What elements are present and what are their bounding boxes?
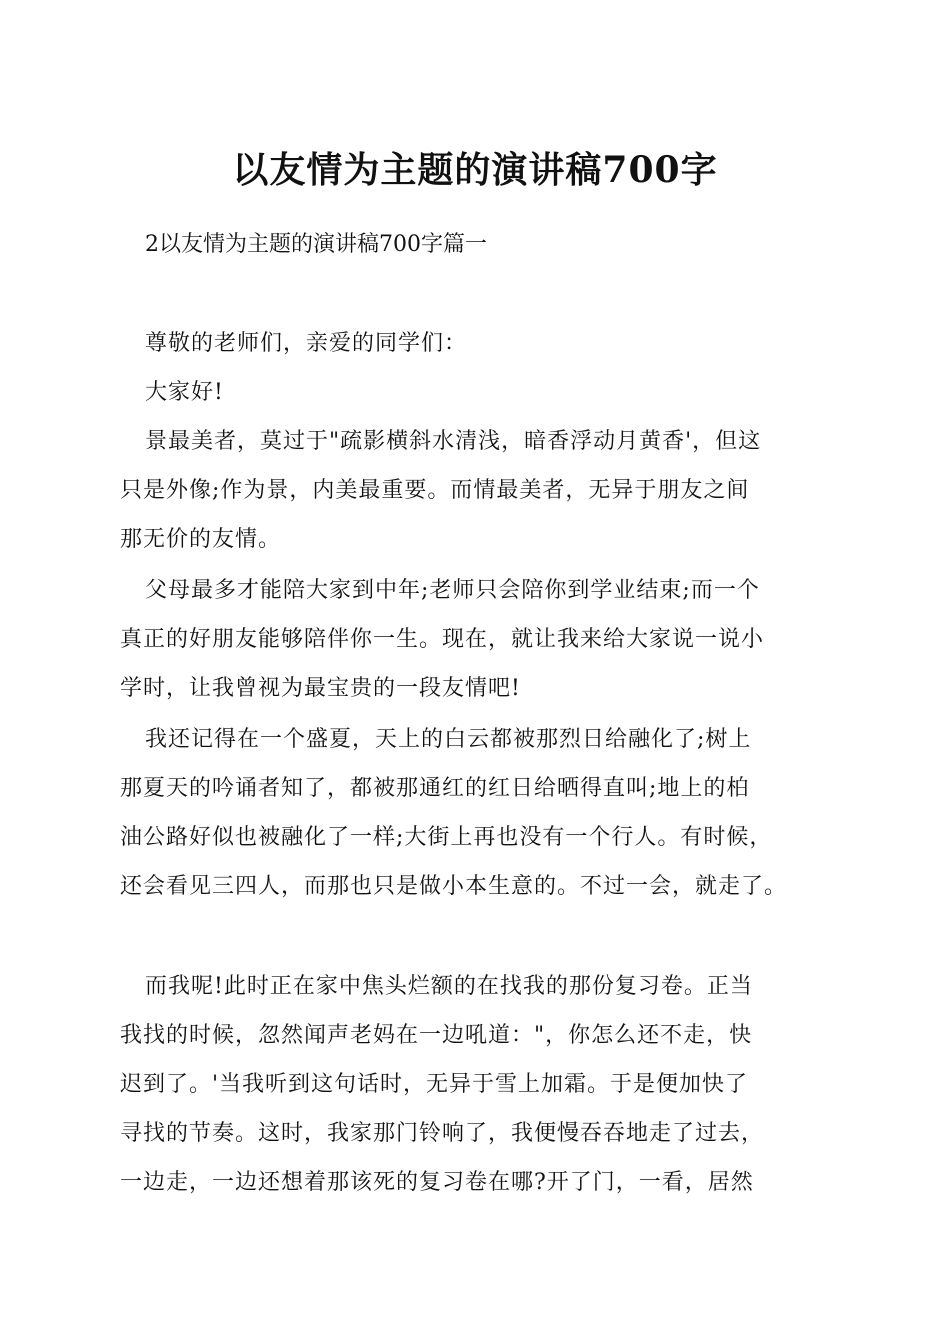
- paragraph-line: 迟到了。'当我听到这句话时，无异于雪上加霜。于是便加快了: [120, 1072, 749, 1097]
- paragraph-line: 而我呢!此时正在家中焦头烂额的在找我的那份复习卷。正当: [145, 974, 753, 999]
- paragraph-line: 我还记得在一个盛夏，天上的白云都被那烈日给融化了;树上: [145, 727, 752, 752]
- paragraph-line: 寻找的节奏。这时，我家那门铃响了，我便慢吞吞地走了过去，: [120, 1121, 765, 1146]
- paragraph-line: 一边走，一边还想着那该死的复习卷在哪?开了门，一看，居然: [120, 1170, 754, 1195]
- paragraph-line: 只是外像;作为景，内美最重要。而情最美者，无异于朋友之间: [120, 478, 750, 503]
- paragraph-line: 油公路好似也被融化了一样;大街上再也没有一个行人。有时候，: [120, 825, 773, 850]
- paragraph-line: 那夏天的吟诵者知了，都被那通红的红日给晒得直叫;地上的柏: [120, 776, 750, 801]
- document-subtitle: 2以友情为主题的演讲稿700字篇一: [145, 232, 487, 257]
- document-title: 以友情为主题的演讲稿700字: [232, 149, 718, 191]
- paragraph-line: 我找的时候，忽然闻声老妈在一边吼道："，你怎么还不走，快: [120, 1023, 753, 1048]
- paragraph-line: 尊敬的老师们，亲爱的同学们：: [145, 331, 468, 356]
- paragraph-line: 父母最多才能陪大家到中年;老师只会陪你到学业结束;而一个: [145, 578, 760, 603]
- paragraph-line: 大家好!: [145, 380, 224, 405]
- paragraph-line: 学时，让我曾视为最宝贵的一段友情吧!: [120, 676, 521, 701]
- paragraph-line: 还会看见三四人，而那也只是做小本生意的。不过一会，就走了。: [120, 874, 788, 899]
- paragraph-line: 真正的好朋友能够陪伴你一生。现在，就让我来给大家说一说小: [120, 627, 765, 652]
- paragraph-line: 那无价的友情。: [120, 527, 282, 552]
- paragraph-line: 景最美者，莫过于"疏影横斜水清浅，暗香浮动月黄香'，但这: [145, 429, 762, 454]
